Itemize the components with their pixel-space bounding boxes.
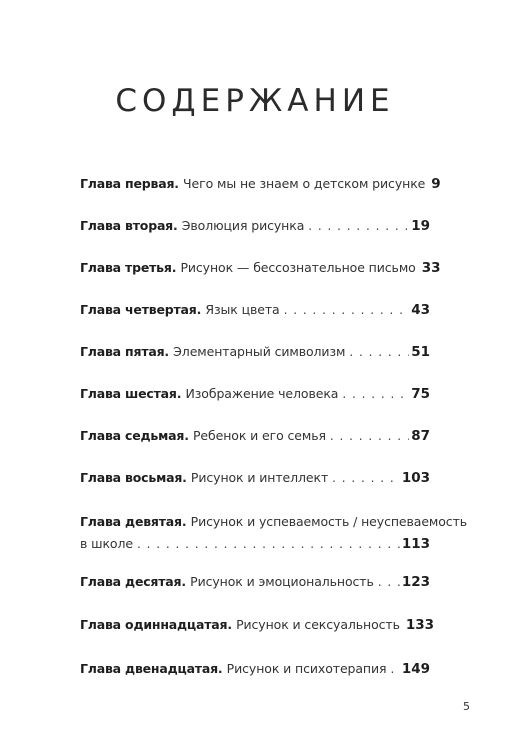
toc-entry-11[interactable]: Глава одиннадцатая . Рисунок и сексуальность 133 [80,617,435,633]
chapter-label: Глава четвертая [80,302,197,317]
dot-leader [342,386,409,402]
chapter-label: Глава первая [80,176,175,191]
dot-leader [284,302,410,318]
page-folio: 5 [463,700,470,713]
page-number: 43 [411,302,430,318]
page-number: 9 [431,176,441,192]
toc-entry-5[interactable]: Глава пятая . Элементарный символизм . . . 51 [80,344,430,360]
chapter-title: Рисунок — бессознательное письмо [180,260,416,275]
dot-leader [390,661,399,677]
page-number: 33 [421,260,441,276]
page-number: 87 [411,428,430,444]
chapter-title: Изображение человека [185,386,339,401]
dot-leader [332,470,400,486]
page-title: СОДЕРЖАНИЕ [115,82,395,119]
chapter-title: Рисунок и психотерапия [226,661,387,676]
chapter-title: Ребенок и его семья [192,428,326,443]
page-number: 51 [411,344,430,360]
toc-entry-6[interactable]: Глава шестая . Изображение человека . . . 75 [80,386,430,402]
toc-entry-9[interactable]: Глава девятая . Рисунок и успеваемость / неуспеваемость в школе . . . 113 [80,514,430,552]
page-number: 113 [401,536,430,552]
chapter-title: Рисунок и сексуальность [236,617,400,632]
chapter-label: Глава шестая [80,386,177,401]
toc-entry-4[interactable]: Глава четвертая . Язык цвета . . . 43 [80,302,430,318]
page-number: 19 [411,218,430,234]
toc-entry-10[interactable]: Глава десятая . Рисунок и эмоциональность . . . 123 [80,574,430,590]
chapter-title: Рисунок и эмоциональность [190,574,374,589]
dot-leader [330,428,409,444]
chapter-title: Чего мы не знаем о детском рисунке [183,176,426,191]
chapter-title: Рисунок и интеллект [190,470,329,485]
chapter-title: Элементарный символизм [173,344,346,359]
page-number: 103 [401,470,430,486]
chapter-label: Глава девятая [80,514,182,529]
toc-entry-3[interactable]: Глава третья . Рисунок — бессознательное письмо 33 [80,260,441,276]
page-number: 123 [401,574,430,590]
chapter-label: Глава десятая [80,574,182,589]
chapter-label: Глава двенадцатая [80,661,218,676]
toc-entry-7[interactable]: Глава седьмая . Ребенок и его семья . . . 87 [80,428,430,444]
dot-leader [378,574,400,590]
dot-leader [137,536,400,552]
toc-entry-2[interactable]: Глава вторая . Эволюция рисунка . . . 19 [80,218,430,234]
chapter-label: Глава третья [80,260,172,275]
dot-leader [308,218,409,234]
chapter-label: Глава пятая [80,344,165,359]
chapter-label: Глава седьмая [80,428,185,443]
chapter-title: Рисунок и успеваемость / неуспеваемость [190,514,468,529]
chapter-title: Эволюция рисунка [181,218,305,233]
page-number: 149 [401,661,430,677]
toc-entry-8[interactable]: Глава восьмая . Рисунок и интеллект . . . 103 [80,470,430,486]
chapter-label: Глава вторая [80,218,174,233]
chapter-label: Глава восьмая [80,470,183,485]
toc-entry-1[interactable]: Глава первая . Чего мы не знаем о детском рисунке 9 [80,176,441,192]
chapter-title-continuation: в школе [80,536,133,551]
page-number: 75 [411,386,430,402]
dot-leader [349,344,409,360]
page-number: 133 [405,617,435,633]
chapter-title: Язык цвета [205,302,280,317]
chapter-label: Глава одиннадцатая [80,617,228,632]
toc-entry-12[interactable]: Глава двенадцатая . Рисунок и психотерапия . . . 149 [80,661,430,677]
